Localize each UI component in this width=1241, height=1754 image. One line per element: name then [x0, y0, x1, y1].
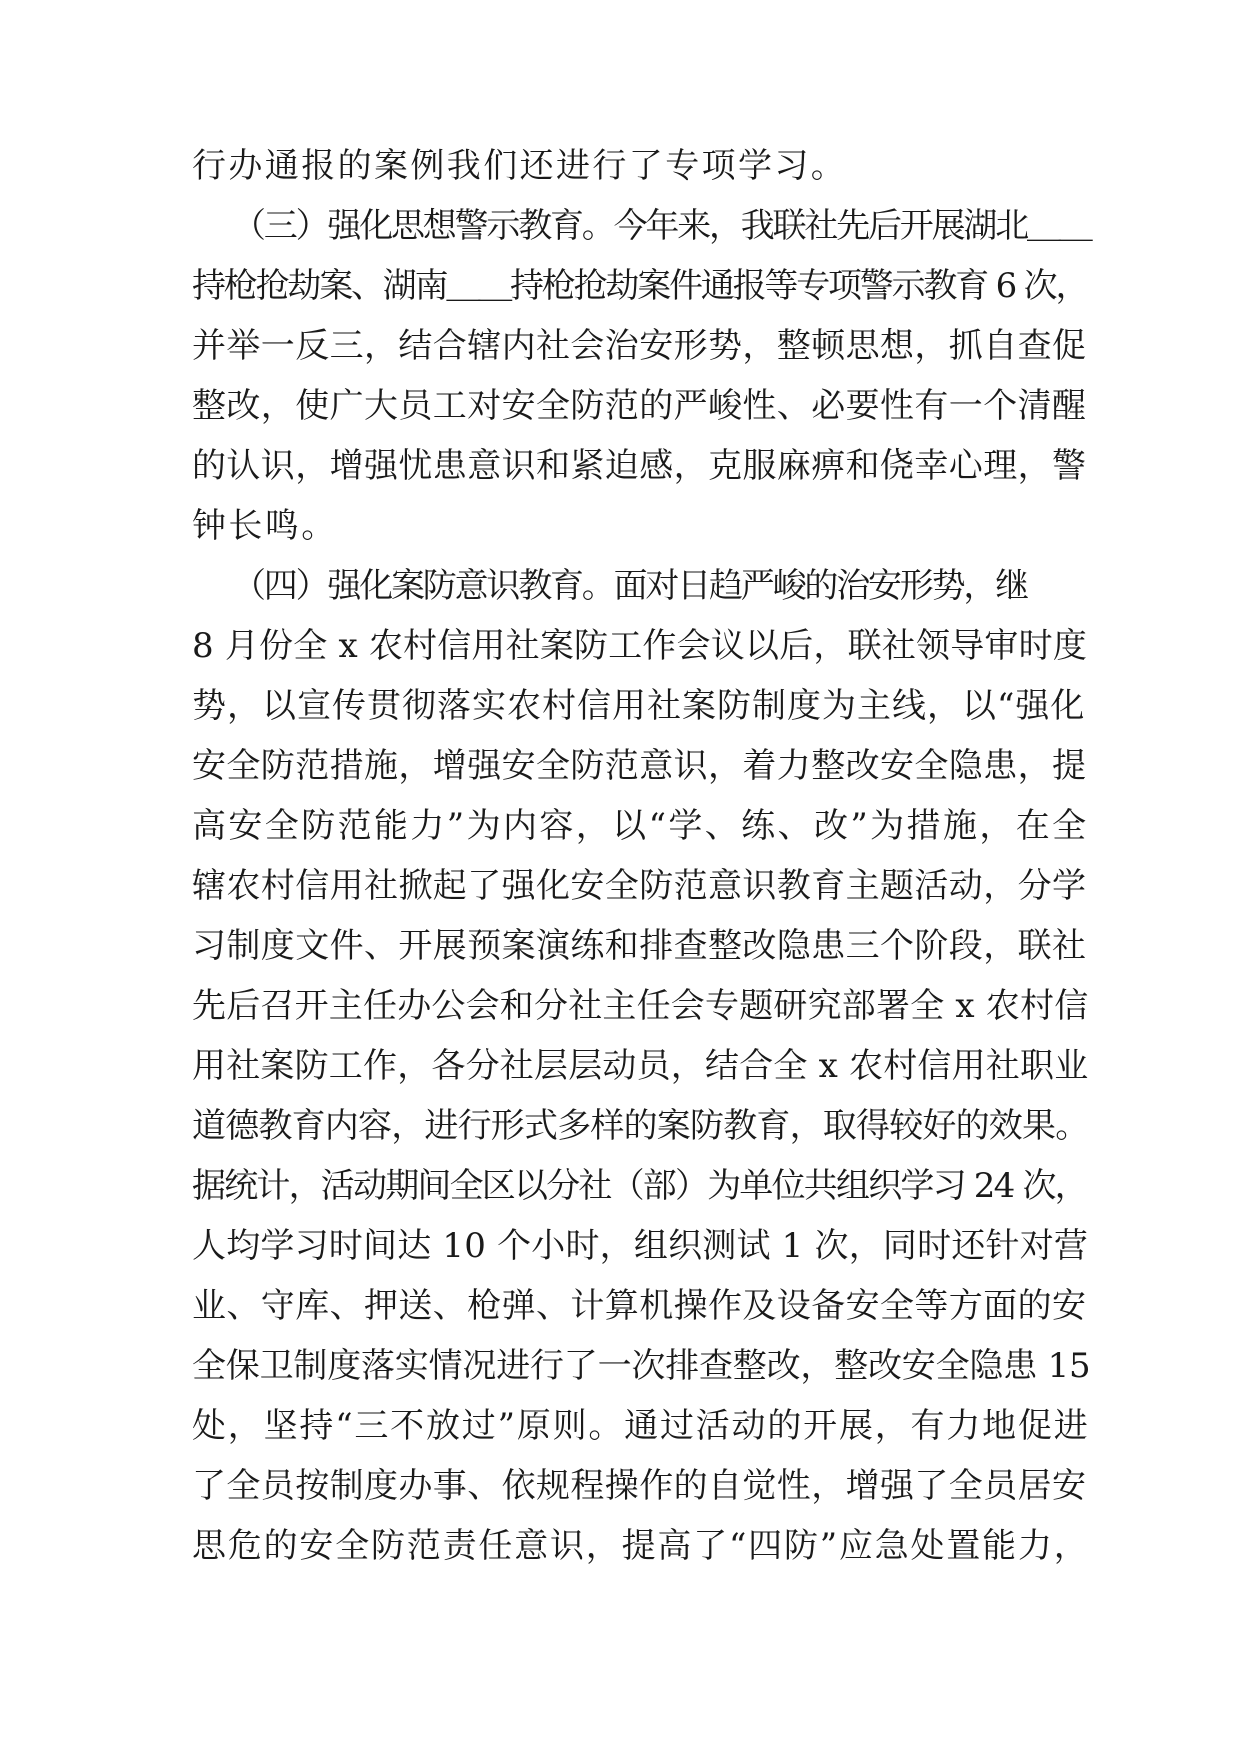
text-line-23: 了全员按制度办事、依规程操作的自觉性，增强了全员居安: [192, 1466, 1087, 1506]
text-line-10: 势，以宣传贯彻落实农村信用社案防制度为主线，以“强化: [192, 686, 1086, 726]
text-line-5: 整改，使广大员工对安全防范的严峻性、必要性有一个清醒: [192, 386, 1087, 426]
text-line-8: （四）强化案防意识教育。面对日趋严峻的治安形势，继: [232, 566, 1027, 606]
text-line-4: 并举一反三，结合辖内社会治安形势，整顿思想，抓自查促: [192, 326, 1087, 366]
text-line-18: 据统计，活动期间全区以分社（部）为单位共组织学习 24 次，: [192, 1166, 1087, 1206]
text-line-6: 的认识，增强忧患意识和紧迫感，克服麻痹和侥幸心理，警: [192, 446, 1087, 486]
text-line-21: 全保卫制度落实情况进行了一次排查整改，整改安全隐患 15: [192, 1346, 1091, 1386]
text-line-22: 处，坚持“三不放过”原则。通过活动的开展，有力地促进: [192, 1406, 1090, 1446]
text-line-14: 习制度文件、开展预案演练和排查整改隐患三个阶段，联社: [192, 926, 1087, 966]
text-line-9: 8 月份全 x 农村信用社案防工作会议以后，联社领导审时度: [192, 626, 1088, 666]
text-line-13: 辖农村信用社掀起了强化安全防范意识教育主题活动，分学: [192, 866, 1087, 906]
text-line-15: 先后召开主任办公会和分社主任会专题研究部署全 x 农村信: [192, 986, 1089, 1026]
text-line-2: （三）强化思想警示教育。今年来，我联社先后开展湖北＿＿: [232, 206, 1091, 246]
text-line-17: 道德教育内容，进行形式多样的案防教育，取得较好的效果。: [192, 1106, 1089, 1146]
text-line-11: 安全防范措施，增强安全防范意识，着力整改安全隐患，提: [192, 746, 1087, 786]
text-line-20: 业、守库、押送、枪弹、计算机操作及设备安全等方面的安: [192, 1286, 1087, 1326]
text-line-12: 高安全防范能力”为内容，以“学、练、改”为措施，在全: [192, 806, 1089, 846]
text-line-3: 持枪抢劫案、湖南＿＿持枪抢劫案件通报等专项警示教育 6 次，: [192, 266, 1088, 306]
text-line-19: 人均学习时间达 10 个小时，组织测试 1 次，同时还针对营: [192, 1226, 1089, 1266]
text-line-16: 用社案防工作，各分社层层动员，结合全 x 农村信用社职业: [192, 1046, 1089, 1086]
text-line-1: 行办通报的案例我们还进行了专项学习。: [192, 146, 848, 186]
text-line-24: 思危的安全防范责任意识，提高了“四防”应急处置能力，: [192, 1526, 1090, 1566]
text-line-7: 钟长鸣。: [192, 506, 338, 546]
